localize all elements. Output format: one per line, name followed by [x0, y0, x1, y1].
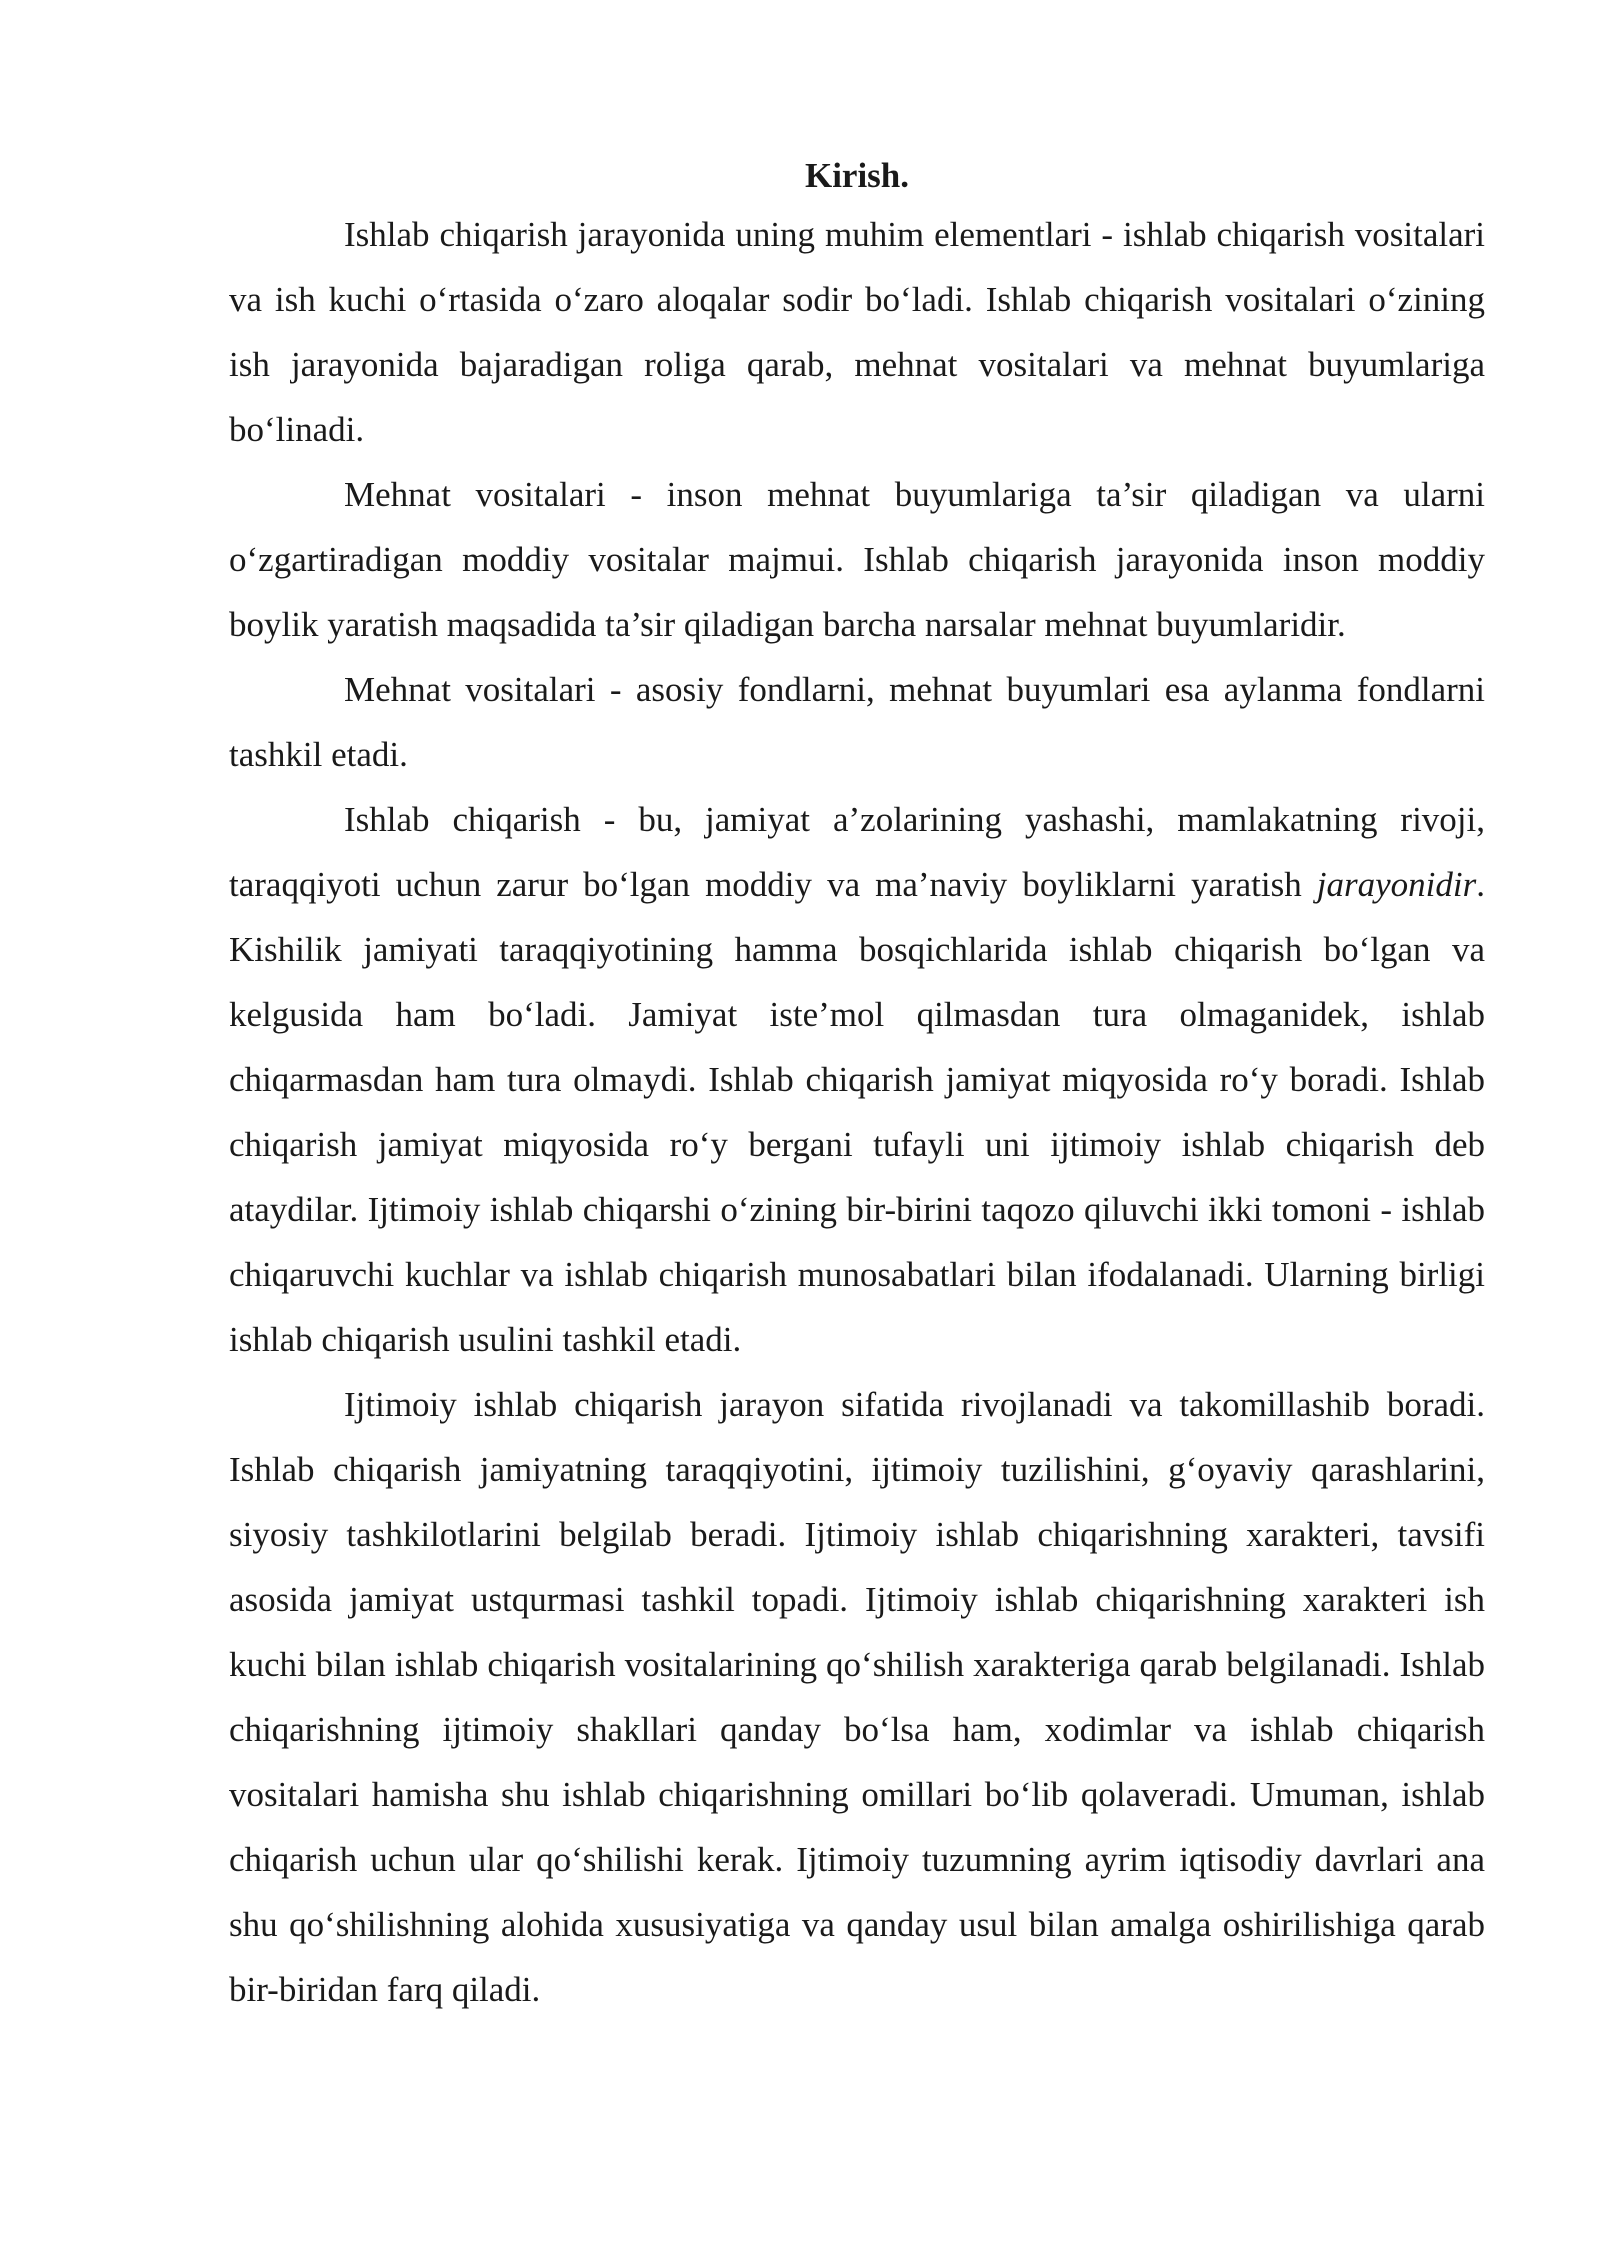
- paragraph-4: [229, 787, 1485, 1372]
- paragraph-4-text-end: . Kishilik jamiyati taraqqiyotining hamma bosqichlarida ishlab chiqarish bo‘lgan va kelgusida ham bo‘ladi. Jamiyat iste’mol qilmasdan tura olmaganidek, ishlab chiqarmasdan ham tura olmaydi. Ishlab chiqarish jamiyat miqyosida ro‘y boradi. Ishlab chiqarish jamiyat miqyosida ro‘y bergani tufayli uni ijtimoiy ishlab chiqarish deb ataydilar. Ijtimoiy ishlab chiqarshi o‘zining bir-birini taqozo qiluvchi ikki tomoni - ishlab chiqaruvchi kuchlar va ishlab chiqarish munosabatlari bilan ifodalanadi. Ularning birligi ishlab chiqarish usulini tashkil etadi.: [229, 865, 1485, 1359]
- paragraph-4-italic-term: jarayonidir: [1316, 865, 1477, 904]
- paragraph-5: Ijtimoiy ishlab chiqarish jarayon sifatida rivojlanadi va takomillashib boradi. Ishlab chiqarish jamiyatning taraqqiyotini, ijtimoiy tuzilishini, g‘oyaviy qarashlarini, siyosiy tashkilotlarini belgilab beradi. Ijtimoiy ishlab chiqarishning xarakteri, tavsifi asosida jamiyat ustqurmasi tashkil topadi. Ijtimoiy ishlab chiqarishning xarakteri ish kuchi bilan ishlab chiqarish vositalarining qo‘shilish xarakteriga qarab belgilanadi. Ishlab chiqarishning ijtimoiy shakllari qanday bo‘lsa ham, xodimlar va ishlab chiqarish vositalari hamisha shu ishlab chiqarishning omillari bo‘lib qolaveradi. Umuman, ishlab chiqarish uchun ular qo‘shilishi kerak. Ijtimoiy tuzumning ayrim iqtisodiy davrlari ana shu qo‘shilishning alohida xususiyatiga va qanday usul bilan amalga oshirilishiga qarab bir-biridan farq qiladi.: [229, 1385, 1485, 2009]
- document-body: [229, 152, 1485, 2022]
- paragraph-3: Mehnat vositalari - asosiy fondlarni, mehnat buyumlari esa aylanma fondlarni tashkil etadi.: [229, 670, 1485, 774]
- paragraph-1: Ishlab chiqarish jarayonida uning muhim elementlari - ishlab chiqarish vositalari va ish kuchi o‘rtasida o‘zaro aloqalar sodir bo‘ladi. Ishlab chiqarish vositalari o‘zining ish jarayonida bajaradigan roliga qarab, mehnat vositalari va mehnat buyumlariga bo‘linadi.: [229, 215, 1485, 449]
- paragraph-2: Mehnat vositalari - inson mehnat buyumlariga ta’sir qiladigan va ularni o‘zgartiradigan moddiy vositalar majmui. Ishlab chiqarish jarayonida inson moddiy boylik yaratish maqsadida ta’sir qiladigan barcha narsalar mehnat buyumlaridir.: [229, 475, 1485, 644]
- paragraph-4-text-start: Ishlab chiqarish - bu, jamiyat a’zolarining yashashi, mamlakatning rivoji, taraqqiyoti uchun zarur bo‘lgan moddiy va ma’naviy boyliklarni yaratish: [229, 800, 1485, 904]
- page-title: Kirish.: [804, 156, 910, 195]
